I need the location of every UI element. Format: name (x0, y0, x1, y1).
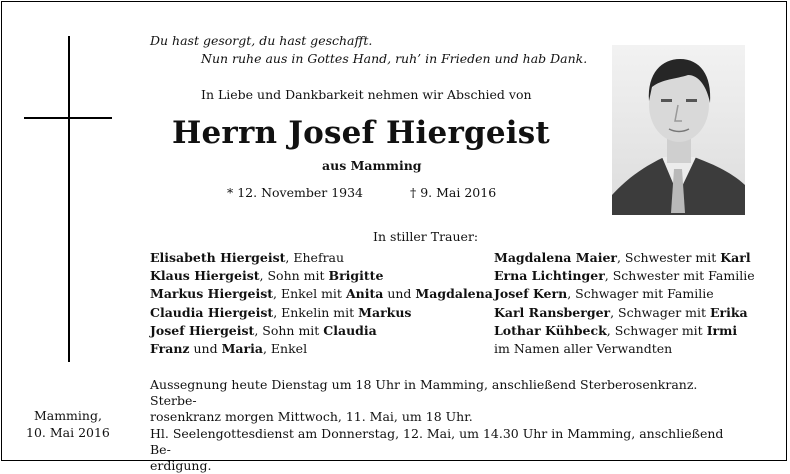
mourner-relation: , Enkel (262, 341, 308, 357)
mourner-line (494, 304, 755, 322)
mourner-name: Magdalena Maier (494, 250, 617, 265)
mourner-line (494, 340, 755, 358)
mourner-line (494, 285, 755, 303)
mourner-line (150, 249, 493, 267)
mourner-name: Brigitte (328, 268, 384, 284)
mourner-name: Erna Lichtinger (494, 268, 605, 284)
birth-date: * 12. November 1934 (227, 185, 364, 200)
service-line: Aussegnung heute Dienstag um 18 Uhr in Mamming, anschließend Sterberosenkranz. Sterbe- (150, 377, 698, 409)
mourner-relation: , Enkel mit (273, 286, 346, 302)
mourner-name: Maria (221, 341, 263, 357)
date: 10. Mai 2016 (26, 424, 110, 440)
mourner-line (494, 267, 755, 285)
deceased-origin: aus Mamming (322, 158, 422, 173)
mourner-relation: , Schwager mit (610, 304, 711, 320)
mourner-line (150, 340, 493, 358)
mourner-relation: und (383, 286, 416, 302)
cross-horizontal-bar (24, 117, 112, 119)
mourner-name: Elisabeth Hiergeist (150, 250, 286, 265)
mourner-name: Markus Hiergeist (150, 286, 274, 302)
deceased-name: Herrn Josef Hiergeist (172, 115, 550, 151)
mourner-name: Klaus Hiergeist (150, 268, 260, 284)
service-line: Hl. Seelengottesdienst am Donnerstag, 12. Mai, um 14.30 Uhr in Mamming, anschließend Be- (150, 425, 724, 457)
place-date (26, 408, 110, 441)
portrait-photo (612, 45, 745, 215)
death-date: † 9. Mai 2016 (410, 185, 497, 200)
mourner-relation: im Namen aller Verwandten (494, 341, 673, 357)
service-line: erdigung. (150, 458, 212, 474)
mourner-name: Irmi (706, 322, 738, 338)
cross-vertical-bar (68, 36, 70, 362)
mourner-name: Karl Ransberger (494, 304, 611, 320)
mourner-relation: , Schwester mit (616, 250, 721, 265)
mourner-name: Markus (358, 304, 412, 320)
mourner-line (150, 285, 493, 303)
mourner-line (150, 267, 493, 285)
mourner-line (150, 304, 493, 322)
mourner-name: Josef Hiergeist (150, 322, 255, 338)
mourner-relation: , Sohn mit (254, 322, 324, 338)
mourning-label: In stiller Trauer: (373, 229, 479, 244)
mourner-relation: , Schwester mit Familie (604, 268, 755, 284)
mourner-name: Karl (720, 250, 751, 265)
mourner-relation: , Enkelin mit (273, 304, 359, 320)
verse-line-1: Du hast gesorgt, du hast geschafft. (150, 33, 373, 48)
mourners-list-right (494, 249, 755, 358)
mourner-relation: , Sohn mit (259, 268, 329, 284)
mourner-name: Magdalena (415, 286, 493, 302)
mourner-name: Claudia (323, 322, 377, 338)
mourner-relation: , Schwager mit Familie (567, 286, 714, 302)
mourner-line (494, 249, 755, 267)
mourner-name: Claudia Hiergeist (150, 304, 274, 320)
mourner-name: Franz (150, 341, 190, 357)
portrait-illustration (612, 45, 745, 215)
mourner-name: Anita (345, 286, 384, 302)
intro-text: In Liebe und Dankbarkeit nehmen wir Abschied von (201, 87, 532, 102)
mourner-name: Josef Kern (494, 286, 568, 302)
verse-line-2: Nun ruhe aus in Gottes Hand, ruh’ in Frieden und hab Dank. (201, 51, 588, 66)
mourner-relation: , Ehefrau (285, 250, 345, 265)
mourner-relation: , Schwager mit (606, 322, 707, 338)
mourner-name: Erika (710, 304, 748, 320)
mourner-name: Lothar Kühbeck (494, 322, 607, 338)
mourner-relation: und (189, 341, 222, 357)
mourners-list-left (150, 249, 493, 358)
place: Mamming, (33, 408, 102, 423)
mourner-line (150, 322, 493, 340)
mourner-line (494, 322, 755, 340)
service-announcement (150, 377, 746, 474)
service-line: rosenkranz morgen Mittwoch, 11. Mai, um 18 Uhr. (150, 409, 473, 425)
